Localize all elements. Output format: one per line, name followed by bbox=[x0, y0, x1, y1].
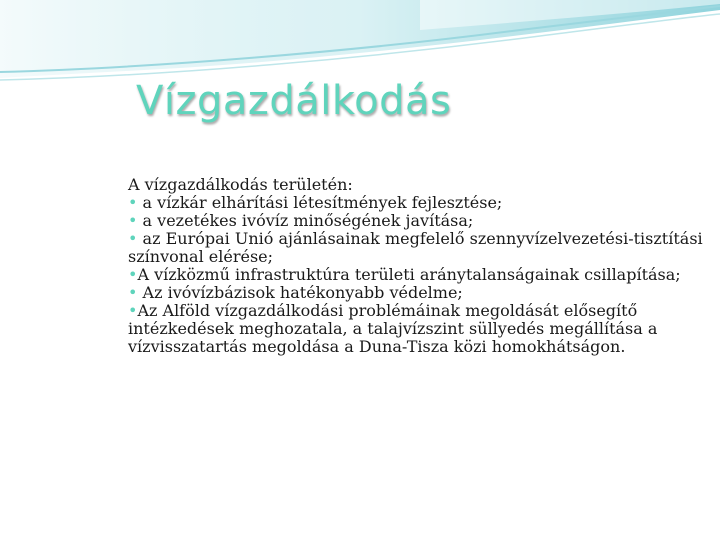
slide-title: Vízgazdálkodás bbox=[136, 78, 452, 124]
bullet-icon: • bbox=[128, 193, 138, 212]
bullet-icon: • bbox=[128, 301, 138, 320]
intro-line: A vízgazdálkodás területén: bbox=[128, 175, 353, 194]
bullet-item: •Az Alföld vízgazdálkodási problémáinak megoldását elősegítő intézkedések meghozatala, a talajvízszint süllyedés megállítása a vízvisszatartás megoldása a Duna-Tisza közi homokhátságon. bbox=[128, 301, 658, 356]
bullet-item: •A vízközmű infrastruktúra területi aránytalanságainak csillapítása; bbox=[128, 265, 681, 284]
bullet-icon: • bbox=[128, 283, 138, 302]
bullet-icon: • bbox=[128, 229, 138, 248]
bullet-item: • Az ivóvízbázisok hatékonyabb védelme; bbox=[128, 283, 463, 302]
bullet-icon: • bbox=[128, 265, 138, 284]
decorative-wave-banner bbox=[0, 0, 720, 90]
slide-body bbox=[128, 176, 713, 356]
bullet-item: • a vízkár elhárítási létesítmények fejlesztése; bbox=[128, 193, 503, 212]
bullet-item: • a vezetékes ivóvíz minőségének javítása; bbox=[128, 211, 474, 230]
bullet-icon: • bbox=[128, 211, 138, 230]
bullet-item: • az Európai Unió ajánlásainak megfelelő szennyvízelvezetési-tisztítási színvonal elérése; bbox=[128, 229, 703, 266]
